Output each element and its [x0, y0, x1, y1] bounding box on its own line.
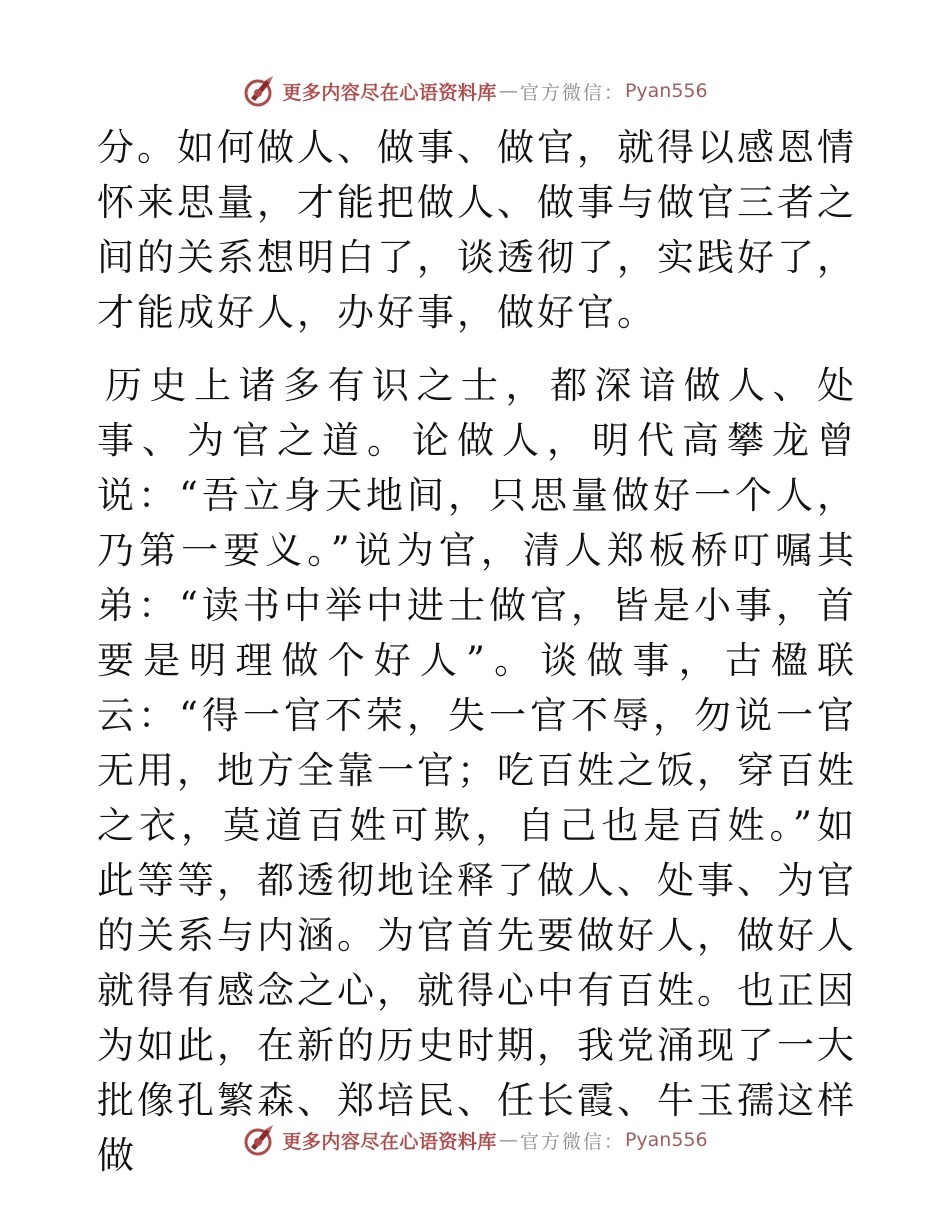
site-name-text: 更多内容尽在心语资料库	[282, 1130, 497, 1153]
banner-separator: —	[498, 80, 518, 102]
paragraph-1: 分。如何做人、做事、做官，就得以感恩情怀来思量，才能把做人、做事与做官三者之间的关系想明白了，谈透彻了，实践好了，才能成好人，办好事，做好官。	[97, 126, 857, 334]
document-body	[97, 120, 857, 1183]
quill-logo-icon	[242, 1123, 276, 1157]
wechat-id: Pyan556	[624, 80, 708, 102]
paragraph-2: 历史上诸多有识之士，都深谙做人、处事、为官之道。论做人，明代高攀龙曾说：“吾立身天地间，只思量做好一个人，乃第一要义。”说为官，清人郑板桥叮嘱其弟：“读书中举中进士做官，皆是小事，首要是明理做个好人”。谈做事，古楹联云：“得一官不荣，失一官不辱，勿说一官无用，地方全靠一官；吃百姓之饭，穿百姓之衣，莫道百姓可欺，自己也是百姓。”如此等等，都透彻地诠释了做人、处事、为官的关系与内涵。为官首先要做好人，做好人就得有感念之心，就得心中有百姓。也正因为如此，在新的历史时期，我党涌现了一大批像孔繁森、郑培民、任长霞、牛玉孺这样做	[97, 364, 857, 1177]
wechat-label: 官方微信：	[519, 81, 625, 104]
wechat-id: Pyan556	[624, 1129, 708, 1151]
header-watermark-banner	[0, 71, 950, 111]
banner-separator: —	[498, 1129, 518, 1151]
wechat-label: 官方微信：	[519, 1130, 625, 1153]
site-name-text: 更多内容尽在心语资料库	[282, 81, 497, 104]
quill-logo-icon	[242, 74, 276, 108]
footer-watermark-banner	[0, 1120, 950, 1160]
